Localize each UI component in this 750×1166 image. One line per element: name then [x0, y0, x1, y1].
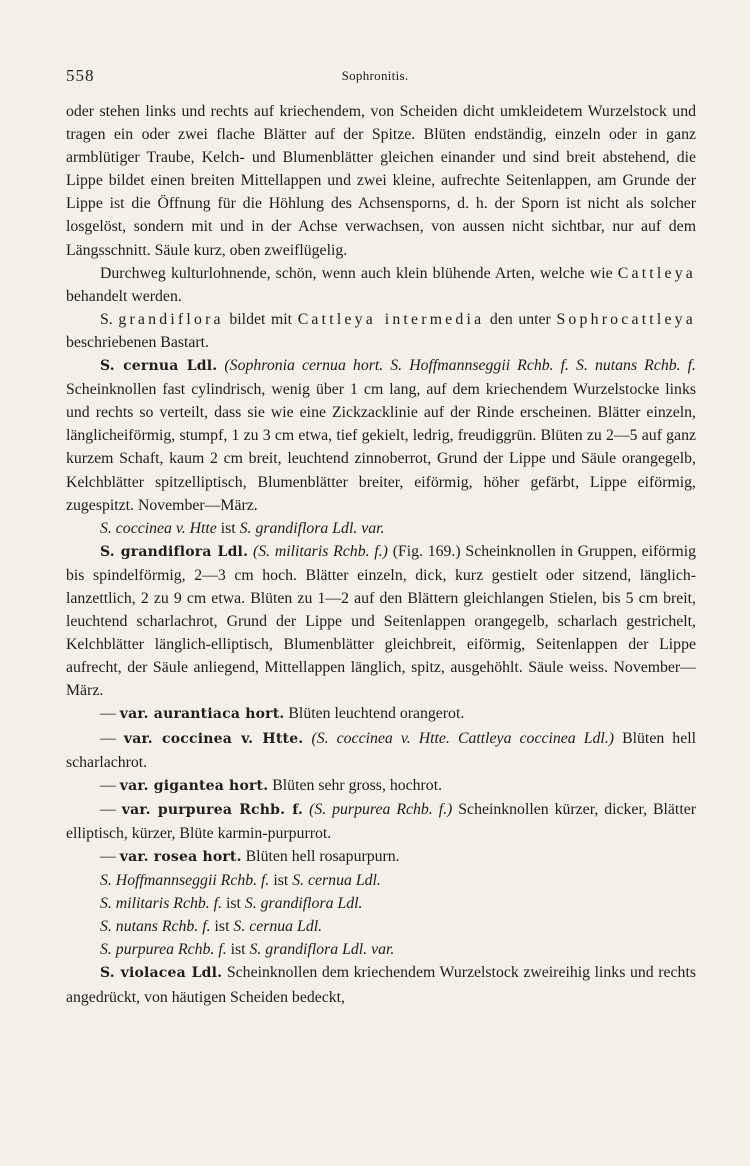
- variety-description: Blüten leuchtend orangerot.: [288, 705, 465, 723]
- hybrid-sophrocattleya: Sophrocattleya: [556, 310, 696, 328]
- synonym-name: S. purpurea Rchb. f.: [100, 941, 227, 959]
- variety-dash: —: [100, 848, 116, 865]
- page-number: 558: [66, 66, 95, 85]
- synonym-target: S. grandiflora Ldl.: [244, 895, 363, 913]
- species-name: S. cernua Ldl.: [100, 358, 218, 375]
- culture-end: behandelt werden.: [66, 287, 182, 305]
- species-grandiflora: [66, 540, 696, 703]
- hybrid-end: beschriebenen Bastart.: [66, 333, 209, 351]
- synonym-militaris: [66, 892, 696, 915]
- species-description: Scheinknollen dem kriechendem Wurzelstock zweireihig links und rechts angedrückt, von häutigen Scheiden bedeckt,: [66, 964, 696, 1006]
- variety-purpurea: [66, 798, 696, 845]
- synonym-target: S. grandiflora Ldl. var.: [249, 941, 395, 959]
- paragraph-culture: [66, 262, 696, 308]
- species-description: Scheinknollen fast cylindrisch, wenig über 1 cm lang, auf dem kriechendem Wurzelstocke links und rechts so verteilt, dass sie wie eine Zickzacklinie auf der Rinde erscheinen. Blätter einzeln, länglicheiförmig, stumpf, 1 zu 3 cm etwa, tief gekielt, ledrig, freudiggrün. Blüten zu 2—5 auf ganz kurzem Schaft, kaum 2 cm breit, leuchtend zinnoberrot, Grund der Lippe und Säule orangegelb, Kelchblätter spitzelliptisch, Blumenblätter breiter, eiförmig, höher gefärbt, Lippe eiförmig, zugespitzt. November—März.: [66, 381, 696, 514]
- variety-aurantiaca: [66, 702, 696, 726]
- variety-synonyms: (S. purpurea Rchb. f.): [309, 800, 453, 818]
- species-synonyms: (S. militaris Rchb. f.): [252, 542, 388, 560]
- variety-description: Blüten sehr gross, hochrot.: [272, 776, 443, 794]
- synonym-ist: ist: [214, 918, 230, 936]
- hybrid-grandiflora: grandiflora: [118, 310, 224, 328]
- hybrid-cattleya-intermedia: Cattleya intermedia: [297, 310, 485, 328]
- variety-dash: —: [100, 705, 116, 723]
- synonym-ist: ist: [225, 895, 241, 913]
- species-cernua: [66, 354, 696, 517]
- synonym-ist: ist: [230, 941, 246, 959]
- species-violacea: [66, 961, 696, 1008]
- variety-name: var. purpurea Rchb. f.: [121, 801, 304, 818]
- synonym-target: S. cernua Ldl.: [292, 872, 381, 890]
- running-title: Sophronitis.: [341, 68, 409, 83]
- synonym-name: S. nutans Rchb. f.: [100, 918, 211, 936]
- synonym-coccinea: [66, 517, 696, 540]
- paragraph-hybrid: [66, 308, 696, 354]
- species-synonyms: (Sophronia cernua hort. S. Hoffmannseggii Rchb. f. S. nutans Rchb. f.: [224, 357, 696, 375]
- variety-gigantea: [66, 774, 696, 798]
- species-description: (Fig. 169.) Scheinknollen in Gruppen, eiförmig bis spindelförmig, 2—3 cm hoch. Blätter einzeln, dick, kurz gestielt oder sitzend, länglich-lanzettlich, 2 zu 9 cm etwa. Blüten zu 1—2 auf den Blättern gleichlangen Stielen, bis 5 cm breit, leuchtend scharlachrot, Grund der Lippe und Seitenlappen orangegelb, scharlach gestrichelt, Kelchblätter länglich-elliptisch, Blumenblätter gleichbreit, eiförmig, Seitenlappen der Lippe aufrecht, der Säule anliegend, Mittellappen länglich, spitz, ausgehöhlt. Säule weiss. November—März.: [66, 542, 697, 700]
- variety-name: var. aurantiaca hort.: [119, 706, 285, 723]
- variety-description: Scheinknollen kürzer, dicker, Blätter elliptisch, kürzer, Blüte karmin-purpurrot.: [66, 800, 696, 842]
- synonym-name: S. militaris Rchb. f.: [100, 895, 222, 913]
- genus-cattleya: Cattleya: [617, 264, 697, 282]
- synonym-hoffmannseggii: [66, 869, 696, 892]
- variety-description: Blüten hell scharlachrot.: [66, 729, 696, 771]
- synonym-name: S. coccinea v. Htte: [100, 519, 217, 537]
- variety-name: var. gigantea hort.: [119, 777, 269, 794]
- variety-dash: —: [100, 776, 116, 794]
- variety-rosea: [66, 845, 696, 869]
- synonym-ist: ist: [273, 872, 289, 890]
- synonym-name: S. Hoffmannseggii Rchb. f.: [100, 872, 270, 890]
- variety-name: var. rosea hort.: [119, 849, 242, 865]
- variety-coccinea: [66, 727, 696, 774]
- culture-text: Durchweg kulturlohnende, schön, wenn auch klein blühende Arten, welche wie: [100, 264, 613, 282]
- synonym-ist: ist: [220, 519, 236, 537]
- hybrid-den: den unter: [489, 310, 551, 328]
- synonym-target: S. grandiflora Ldl. var.: [239, 519, 385, 537]
- variety-synonyms: (S. coccinea v. Htte. Cattleya coccinea Ldl.): [311, 729, 615, 747]
- paragraph-intro: oder stehen links und rechts auf kriechendem, von Scheiden dicht umkleidetem Wurzelstock und tragen ein oder zwei flache Blätter auf der Spitze. Blüten endständig, einzeln oder in ganz armblütiger Traube, Kelch- und Blumenblätter gleichen einander und sind breit abstehend, die Lippe bildet einen breiten Mittellappen und zwei kleine, aufrechte Seitenlappen, am Grunde der Lippe ist die Öffnung für die Höhlung des Achsensporns, d. h. der Sporn ist nicht als solcher losgelöst, sondern mit und in der Achse verwachsen, von aussen nicht sichtbar, nur auf dem Längsschnitt. Säule kurz, oben zweiflügelig.: [66, 103, 696, 259]
- variety-name: var. coccinea v. Htte.: [123, 730, 304, 747]
- hybrid-s: S.: [100, 310, 113, 328]
- variety-description: Blüten hell rosapurpurn.: [245, 848, 400, 865]
- hybrid-mid: bildet mit: [229, 310, 293, 328]
- page-body: [66, 100, 696, 1009]
- variety-dash: —: [100, 729, 116, 747]
- variety-dash: —: [100, 800, 116, 818]
- page-header: [0, 66, 750, 86]
- synonym-nutans: [66, 915, 696, 938]
- species-name: S. violacea Ldl.: [100, 965, 223, 982]
- synonym-target: S. cernua Ldl.: [233, 918, 323, 936]
- synonym-purpurea: [66, 938, 696, 961]
- species-name: S. grandiflora Ldl.: [100, 543, 249, 560]
